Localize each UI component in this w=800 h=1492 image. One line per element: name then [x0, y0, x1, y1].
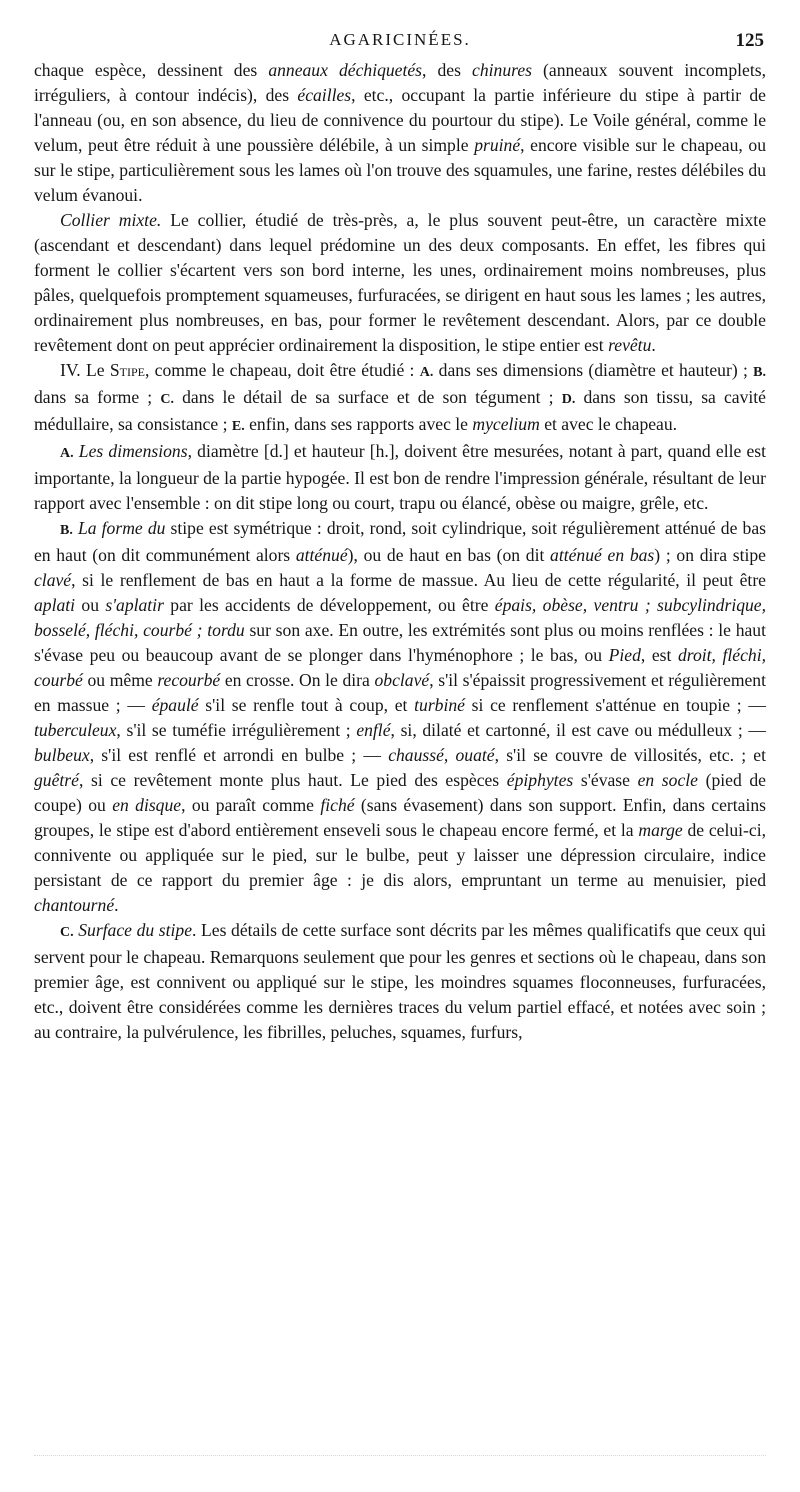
section-heading-collier-mixte: Collier mixte.	[60, 210, 162, 230]
text-run: s'il se renfle tout à coup, et	[198, 695, 415, 715]
italic-term: aplati	[34, 595, 76, 615]
paragraph-dimensions	[34, 439, 766, 516]
small-caps-term: Stipe	[109, 360, 145, 380]
text-run: , comme le chapeau, doit être étudié :	[144, 360, 420, 380]
italic-term: chantourné	[34, 895, 115, 915]
italic-term: anneaux déchiquetés	[268, 60, 423, 80]
text-run: Le collier, étudié de très-près, a, le plus souvent peut-être, un caractère mixte (ascendant et descendant) dans lequel prédomine un des deux composants. En effet, les fibres qui forment le collier s'écartent vers son bord interne, les unes, ordinairement moins nombreuses, plus pâles, quelquefois promptement squameuses, furfuracées, se dirigent en haut sous les lames ; les autres, ordinairement plus nombreuses, en bas, pour former le revêtement descendant. Alors, par ce double revêtement dont on peut apprécier ordinairement la disposition, le stipe entier est	[34, 210, 767, 355]
text-run: , si le renflement de bas en haut a la forme de massue. Au lieu de cette régularité, il peut être	[71, 570, 766, 590]
section-marker-a: A.	[60, 446, 74, 461]
text-run: , des	[422, 60, 473, 80]
paragraph-surface	[34, 918, 766, 1045]
italic-term: bulbeux	[34, 745, 90, 765]
text-run: ou	[75, 595, 106, 615]
text-run: dans sa forme ;	[34, 387, 161, 407]
italic-term: tuberculeux	[34, 720, 117, 740]
page-number: 125	[735, 30, 764, 51]
text-run: dans ses dimensions (diamètre et hauteur) ;	[433, 360, 754, 380]
italic-term: épais, obèse, ventru ; subcylindrique, bosselé, fléchi, courbé ; tordu	[34, 595, 767, 640]
italic-term: atténué en bas	[550, 545, 655, 565]
paragraph-collier-mixte	[34, 208, 766, 358]
italic-term: épiphytes	[506, 770, 574, 790]
text-run: ), ou de haut en bas (on dit	[347, 545, 551, 565]
text-run: ou même	[82, 670, 158, 690]
section-marker-d: D.	[561, 392, 576, 407]
italic-term: droit, fléchi, courbé	[34, 645, 766, 690]
text-run: , s'il se tuméfie irrégulièrement ;	[116, 720, 357, 740]
italic-term: en socle	[637, 770, 698, 790]
text-run: , diamètre [d.] et hauteur [h.], doivent être mesurées, notant à part, quand elle est importante, la longueur de la partie hypogée. Il est bon de rendre l'impression générale, résultant de leur rapport avec l'ensemble : on dit stipe long ou court, trapu ou élancé, obèse ou maigre, grêle, etc.	[34, 441, 766, 513]
text-run: de celui-ci, connivente ou appliquée sur le pied, sur le bulbe, peut y laisser une dépression circulaire, indice persistant de ce rapport du premier âge : je dis alors, empruntant un terme au menuisier, pied	[34, 820, 766, 890]
italic-term: épaulé	[151, 695, 199, 715]
section-marker-c: C.	[160, 392, 174, 407]
italic-term: obclavé	[374, 670, 430, 690]
text-run: , s'il s'épaissit progressivement et régulièrement en massue ; —	[34, 670, 766, 715]
italic-term: revêtu	[608, 335, 652, 355]
text-run: , etc., occupant la partie inférieure du stipe à partir de l'anneau (ou, en son absence, du lieu de connivence du pourtour du stipe). Le Voile général, comme le velum, peut être réduit à une poussière délébile, à un simple	[34, 85, 766, 155]
text-run: , est	[640, 645, 678, 665]
italic-term: guêtré	[34, 770, 79, 790]
italic-term: Pied	[608, 645, 641, 665]
section-heading-dimensions: Les dimensions	[73, 441, 188, 461]
italic-term: pruiné	[474, 135, 521, 155]
section-marker-a: A.	[419, 365, 434, 380]
text-run: et avec le chapeau.	[539, 414, 678, 434]
text-run: s'évase	[573, 770, 638, 790]
text-run: , encore visible sur le chapeau, ou sur le stipe, particulièrement sous les lames où l'on trouve des squamules, une farine, restes délébiles du velum évanoui.	[34, 135, 767, 205]
italic-term: atténué	[295, 545, 348, 565]
section-marker-c: C.	[60, 925, 74, 940]
section-heading-forme: La forme du	[72, 518, 166, 538]
italic-term: enflé	[356, 720, 391, 740]
italic-term: écailles	[297, 85, 352, 105]
scan-noise-footer	[34, 1455, 766, 1464]
running-head	[0, 30, 800, 56]
text-run: . Les détails de cette surface sont décrits par les mêmes qualificatifs que ceux qui servent pour le chapeau. Remarquons seulement que pour les genres et sections où le chapeau, dans son premier âge, est connivent ou appliqué sur le stipe, les moindres squames floconneuses, furfuracées, etc., doivent être considérées comme les dernières traces du velum partiel effacé, et notées avec soin ; au contraire, la pulvérulence, les fibrilles, peluches, squames, furfurs,	[34, 920, 767, 1042]
italic-term: chaussé, ouaté	[388, 745, 495, 765]
text-run: (pied de coupe) ou	[34, 770, 766, 815]
text-run: , s'il se couvre de villosités, etc. ; et	[494, 745, 767, 765]
italic-term: fiché	[320, 795, 355, 815]
body-text	[34, 58, 766, 1045]
italic-term: en disque	[112, 795, 182, 815]
italic-term: marge	[638, 820, 683, 840]
running-title: AGARICINÉES.	[329, 30, 471, 49]
italic-term: recourbé	[157, 670, 221, 690]
text-run: sur son axe. En outre, les extrémités sont plus ou moins renflées : le haut s'évase peu ou beaucoup avant de se plonger dans l'hyménophore ; le bas, ou	[34, 620, 766, 665]
text-run: chaque espèce, dessinent des	[34, 60, 269, 80]
italic-term: turbiné	[414, 695, 465, 715]
italic-term: mycelium	[472, 414, 540, 434]
text-run: enfin, dans ses rapports avec le	[244, 414, 473, 434]
text-run: ) ; on dira stipe	[654, 545, 766, 565]
text-run: si ce renflement s'atténue en toupie ; —	[464, 695, 766, 715]
text-run: en crosse. On le dira	[220, 670, 375, 690]
paragraph-forme	[34, 516, 766, 918]
text-run: IV. Le	[60, 360, 110, 380]
paragraph-velum	[34, 58, 766, 208]
section-heading-surface: Surface du stipe	[73, 920, 193, 940]
italic-term: s'aplatir	[105, 595, 164, 615]
text-run: par les accidents de développement, ou être	[163, 595, 495, 615]
text-run: .	[651, 335, 656, 355]
italic-term: clavé	[34, 570, 72, 590]
text-run: , s'il est renflé et arrondi en bulbe ; —	[89, 745, 389, 765]
text-run: .	[114, 895, 119, 915]
paragraph-stipe-intro	[34, 358, 766, 439]
section-marker-b: B.	[60, 523, 73, 538]
italic-term: chinures	[472, 60, 532, 80]
section-marker-b: B.	[753, 365, 766, 380]
text-run: dans le détail de sa surface et de son tégument ;	[173, 387, 562, 407]
text-run: dans son tissu, sa cavité médullaire, sa consistance ;	[34, 387, 766, 434]
text-run: , si, dilaté et cartonné, il est cave ou médulleux ; —	[390, 720, 766, 740]
section-marker-e: E.	[231, 419, 245, 434]
text-run: (anneaux souvent incomplets, irréguliers, à contour indécis), des	[34, 60, 766, 105]
text-run: stipe est symétrique : droit, rond, soit cylindrique, soit régulièrement atténué de bas en haut (on dit communément alors	[34, 518, 766, 565]
text-run: , si ce revêtement monte plus haut. Le pied des espèces	[78, 770, 507, 790]
text-run: , ou paraît comme	[181, 795, 321, 815]
text-run: (sans évasement) dans son support. Enfin, dans certains groupes, le stipe est d'abord entièrement enseveli sous le chapeau encore fermé, et la	[34, 795, 767, 840]
